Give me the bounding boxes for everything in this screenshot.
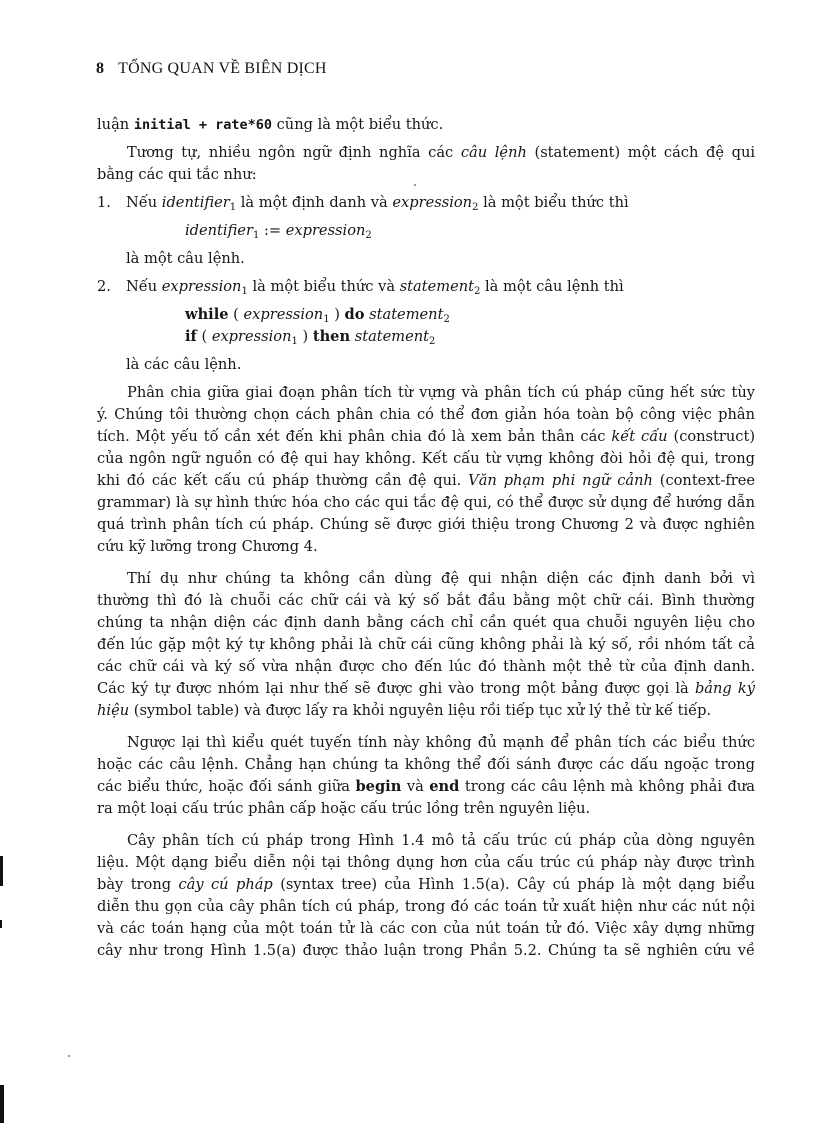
paragraph-syntax-tree	[97, 830, 755, 962]
term-italic: bảng ký	[694, 680, 756, 697]
text-line: và các toán hạng của một toán tử là các con của nút toán tử đó. Việc xây dựng những	[97, 920, 755, 937]
term-italic: Văn phạm phi ngữ cảnh	[468, 472, 653, 489]
text-line: chúng ta nhận diện các định danh bằng cách chỉ cần quét qua chuỗi nguyên liệu cho	[97, 614, 755, 631]
punct: (	[196, 328, 212, 345]
text-run: là một định danh và	[236, 194, 393, 211]
text-line: Ngược lại thì kiểu quét tuyến tính này không đủ mạnh để phân tích các biểu thức	[127, 734, 755, 751]
text-line: là một câu lệnh.	[126, 250, 245, 267]
keyword-begin: begin	[355, 778, 402, 795]
body-text	[97, 114, 755, 962]
rule-2	[97, 276, 755, 376]
subscript: 1	[323, 314, 330, 325]
text-line: ý. Chúng tôi thường chọn cách phân chia có thể đơn giản hóa toàn bộ công việc phân	[97, 406, 755, 423]
text-run: (context-free	[652, 472, 755, 489]
subscript: 2	[365, 230, 372, 241]
paragraph-lexical-syntax	[97, 382, 755, 558]
scan-speck	[68, 1055, 70, 1057]
scan-speck	[414, 184, 416, 186]
term-italic: expression	[211, 328, 292, 345]
text-line: cứu kỹ lưỡng trong Chương 4.	[97, 538, 318, 555]
rule-1	[97, 192, 755, 270]
text-line	[97, 470, 755, 492]
text-run: trong các câu lệnh mà không phải đưa	[459, 778, 755, 795]
term-italic: kết cấu	[611, 428, 668, 445]
assignment-rule	[97, 220, 755, 242]
punct: )	[329, 306, 345, 323]
subscript: 1	[229, 202, 237, 213]
text-line: đến lúc gặp một ký tự không phải là chữ cái cũng không phải là ký số, rồi nhóm tất cả	[97, 636, 755, 653]
code-expression: initial + rate*60	[133, 117, 272, 133]
text-run: và	[401, 778, 430, 795]
term-italic: expression	[392, 194, 473, 211]
keyword-then: then	[312, 328, 351, 345]
text-run: (syntax tree) của Hình 1.5(a). Cây cú pháp là một dạng biểu	[272, 876, 755, 893]
term-italic: hiệu	[97, 702, 130, 719]
list-number: 1.	[97, 194, 111, 211]
punct: )	[297, 328, 313, 345]
term-italic: statement	[354, 328, 430, 345]
text-line: là các câu lệnh.	[126, 356, 242, 373]
page-number: 8	[96, 60, 105, 77]
while-rule	[97, 304, 755, 326]
text-line	[97, 142, 755, 164]
text-line: các chữ cái và ký số vừa nhận được cho đến lúc đó thành một thẻ từ của định danh.	[97, 658, 755, 675]
text-run: là một biểu thức thì	[478, 194, 629, 211]
keyword-if: if	[185, 328, 197, 345]
text-line: thường thì đó là chuỗi các chữ cái và ký số bắt đầu bằng một chữ cái. Bình thường	[97, 592, 755, 609]
text-line: grammar) là sự hình thức hóa cho các qui tắc đệ qui, có thể được sử dụng để hướng dẫn	[97, 494, 755, 511]
list-number: 2.	[97, 278, 111, 295]
text-run: khi đó các kết cấu cú pháp thường cần đệ qui.	[97, 472, 469, 489]
term-italic: statement	[369, 306, 444, 323]
assign-operator: :=	[259, 222, 286, 239]
text-run: là một câu lệnh thì	[480, 278, 624, 295]
punct: (	[228, 306, 244, 323]
text-line: bằng các qui tắc như:	[97, 166, 257, 183]
text-line	[97, 426, 755, 448]
text-run: các biểu thức, hoặc đối sánh giữa	[97, 778, 356, 795]
keyword-while: while	[185, 306, 229, 323]
subscript: 2	[472, 202, 479, 213]
text-run: Các ký tự được nhóm lại như thế sẽ được ghi vào trong một bảng được gọi là	[97, 680, 695, 697]
text-line: Thí dụ như chúng ta không cần dùng đệ qui nhận diện các định danh bởi vì	[127, 570, 755, 587]
text-line	[97, 700, 755, 722]
term-italic: cây cú pháp	[178, 876, 273, 893]
text-run: tích. Một yếu tố cần xét đến khi phân chia đó là xem bản thân các	[97, 428, 612, 445]
text-line	[97, 874, 755, 896]
keyword-do: do	[344, 306, 365, 323]
text-run: cũng là một biểu thức.	[271, 116, 444, 133]
text-line: của ngôn ngữ nguồn có đệ qui hay không. Kết cấu từ vựng không đòi hỏi đệ qui, trong	[97, 450, 755, 467]
chapter-title: TỔNG QUAN VỀ BIÊN DỊCH	[118, 60, 327, 77]
text-run: là một biểu thức và	[247, 278, 400, 295]
text-run: Nếu	[126, 278, 162, 295]
subscript: 2	[429, 336, 436, 347]
text-line: diễn thu gọn của cây phân tích cú pháp, trong đó các toán tử xuất hiện như các nút nội	[97, 898, 755, 915]
term-italic: câu lệnh	[460, 144, 527, 161]
list-item	[97, 192, 755, 214]
term-italic: expression	[285, 222, 366, 239]
term-italic: statement	[399, 278, 474, 295]
subscript: 2	[473, 286, 481, 297]
text-run: Tương tự, nhiều ngôn ngữ định nghĩa các	[127, 144, 461, 161]
text-line: hoặc các câu lệnh. Chẳng hạn chúng ta không thể đối sánh được các dấu ngoặc trong	[97, 756, 755, 773]
subscript: 2	[443, 314, 450, 325]
text-line: ra một loại cấu trúc phân cấp hoặc cấu trúc lồng trên nguyên liệu.	[97, 800, 591, 817]
paragraph-statements	[97, 142, 755, 186]
paragraph-identifiers	[97, 568, 755, 722]
scan-margin-mark	[0, 920, 2, 928]
scan-margin-mark	[0, 856, 3, 886]
keyword-end: end	[429, 778, 460, 795]
text-line: Phân chia giữa giai đoạn phân tích từ vựng và phân tích cú pháp cũng hết sức tùy	[127, 384, 755, 401]
if-rule	[97, 326, 755, 348]
text-line	[97, 678, 755, 700]
running-header	[96, 60, 327, 78]
term-italic: expression	[161, 278, 242, 295]
subscript: 1	[252, 230, 260, 241]
text-line	[97, 114, 755, 136]
term-italic: identifier	[161, 194, 230, 211]
text-line: quá trình phân tích cú pháp. Chúng sẽ được giới thiệu trong Chương 2 và được nghiên	[97, 516, 755, 533]
text-run: Nếu	[126, 194, 162, 211]
text-line: Cây phân tích cú pháp trong Hình 1.4 mô tả cấu trúc cú pháp của dòng nguyên	[127, 832, 755, 849]
term-italic: expression	[243, 306, 324, 323]
scan-margin-mark	[0, 1085, 4, 1123]
list-item	[97, 276, 755, 298]
paragraph-linear-scan	[97, 732, 755, 820]
term-italic: identifier	[185, 222, 253, 239]
text-run: bày trong	[97, 876, 179, 893]
text-line	[97, 776, 755, 798]
text-run: (symbol table) và được lấy ra khỏi nguyên liệu rồi tiếp tục xử lý thẻ từ kế tiếp.	[129, 702, 712, 719]
text-run: luận	[97, 116, 134, 133]
text-line: liệu. Một dạng biểu diễn nội tại thông dụng hơn của cấu trúc cú pháp này được trình	[97, 854, 755, 871]
subscript: 1	[291, 336, 298, 347]
text-run: (construct)	[667, 428, 756, 445]
text-run: (statement) một cách đệ qui	[526, 144, 756, 161]
subscript: 1	[241, 286, 248, 297]
text-line: cây như trong Hình 1.5(a) được thảo luận trong Phần 5.2. Chúng ta sẽ nghiên cứu về	[97, 942, 755, 959]
